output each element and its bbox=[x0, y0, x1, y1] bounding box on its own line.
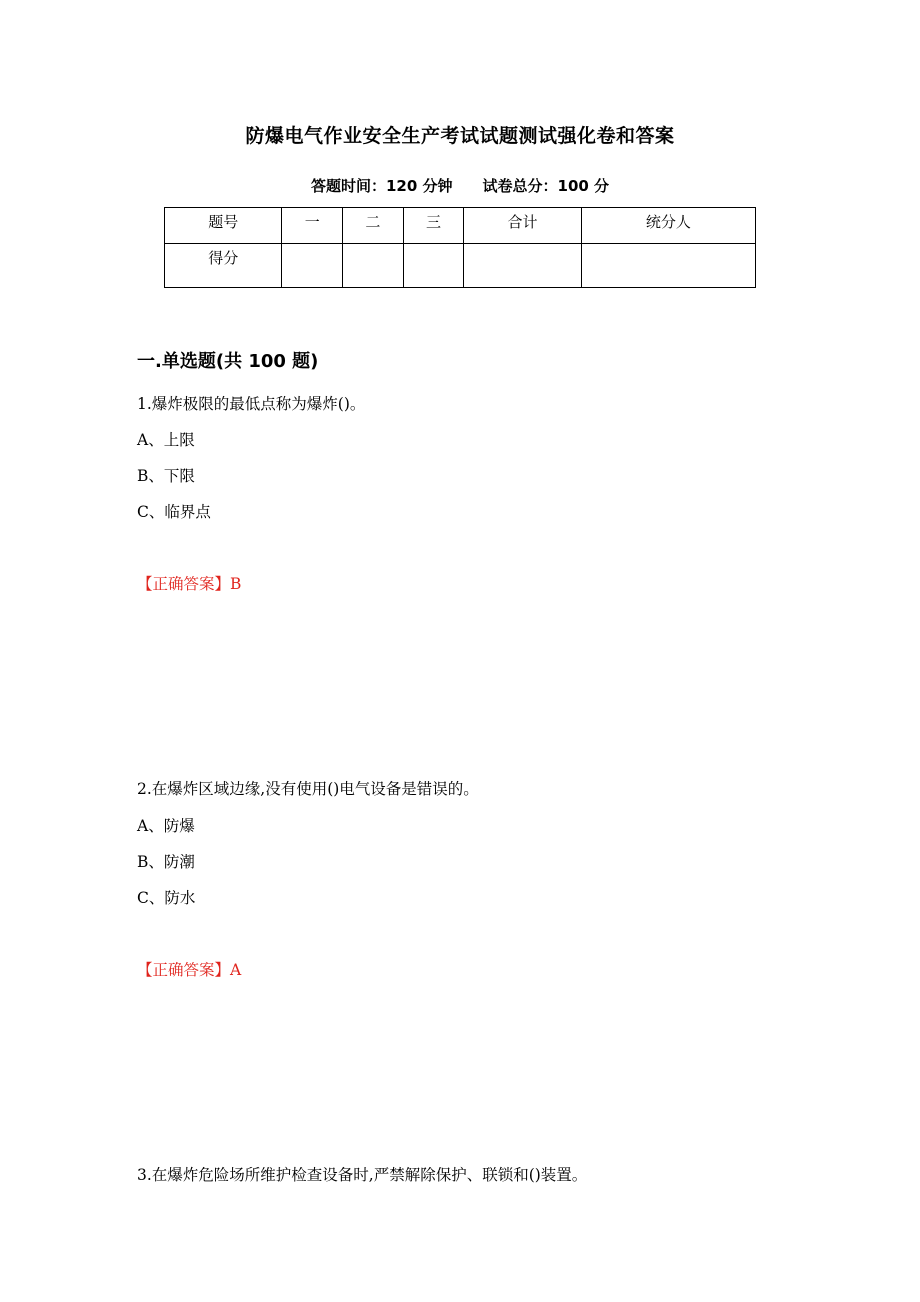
question-stem: 1.爆炸极限的最低点称为爆炸()。 bbox=[137, 395, 366, 413]
section-title: 一.单选题(共 100 题) bbox=[137, 351, 319, 372]
score-header-cell: 题号 bbox=[165, 208, 282, 244]
score-row-label: 得分 bbox=[165, 244, 282, 288]
question-option: C、防水 bbox=[137, 889, 196, 907]
exam-title: 防爆电气作业安全生产考试试题测试强化卷和答案 bbox=[245, 125, 675, 147]
question-option: C、临界点 bbox=[137, 503, 211, 521]
score-table-header-row bbox=[165, 208, 756, 244]
score-cell bbox=[403, 244, 464, 288]
correct-answer: 【正确答案】B bbox=[137, 575, 242, 593]
question-option: B、防潮 bbox=[137, 853, 195, 871]
score-cell bbox=[343, 244, 404, 288]
score-table-score-row bbox=[165, 244, 756, 288]
question-stem: 3.在爆炸危险场所维护检查设备时,严禁解除保护、联锁和()装置。 bbox=[137, 1166, 588, 1184]
score-cell bbox=[282, 244, 343, 288]
question-option: B、下限 bbox=[137, 467, 195, 485]
score-table bbox=[164, 207, 756, 288]
exam-meta bbox=[0, 175, 920, 196]
score-header-cell: 合计 bbox=[464, 208, 581, 244]
correct-answer: 【正确答案】A bbox=[137, 961, 242, 979]
score-cell bbox=[581, 244, 755, 288]
exam-total-score: 试卷总分：100 分 bbox=[482, 177, 610, 195]
score-header-cell: 三 bbox=[403, 208, 464, 244]
score-header-cell: 二 bbox=[343, 208, 404, 244]
question-option: A、防爆 bbox=[137, 817, 195, 835]
question-option: A、上限 bbox=[137, 431, 195, 449]
score-cell bbox=[464, 244, 581, 288]
question-stem: 2.在爆炸区域边缘,没有使用()电气设备是错误的。 bbox=[137, 780, 479, 798]
score-header-cell: 统分人 bbox=[581, 208, 755, 244]
exam-time: 答题时间：120 分钟 bbox=[310, 177, 453, 195]
score-header-cell: 一 bbox=[282, 208, 343, 244]
